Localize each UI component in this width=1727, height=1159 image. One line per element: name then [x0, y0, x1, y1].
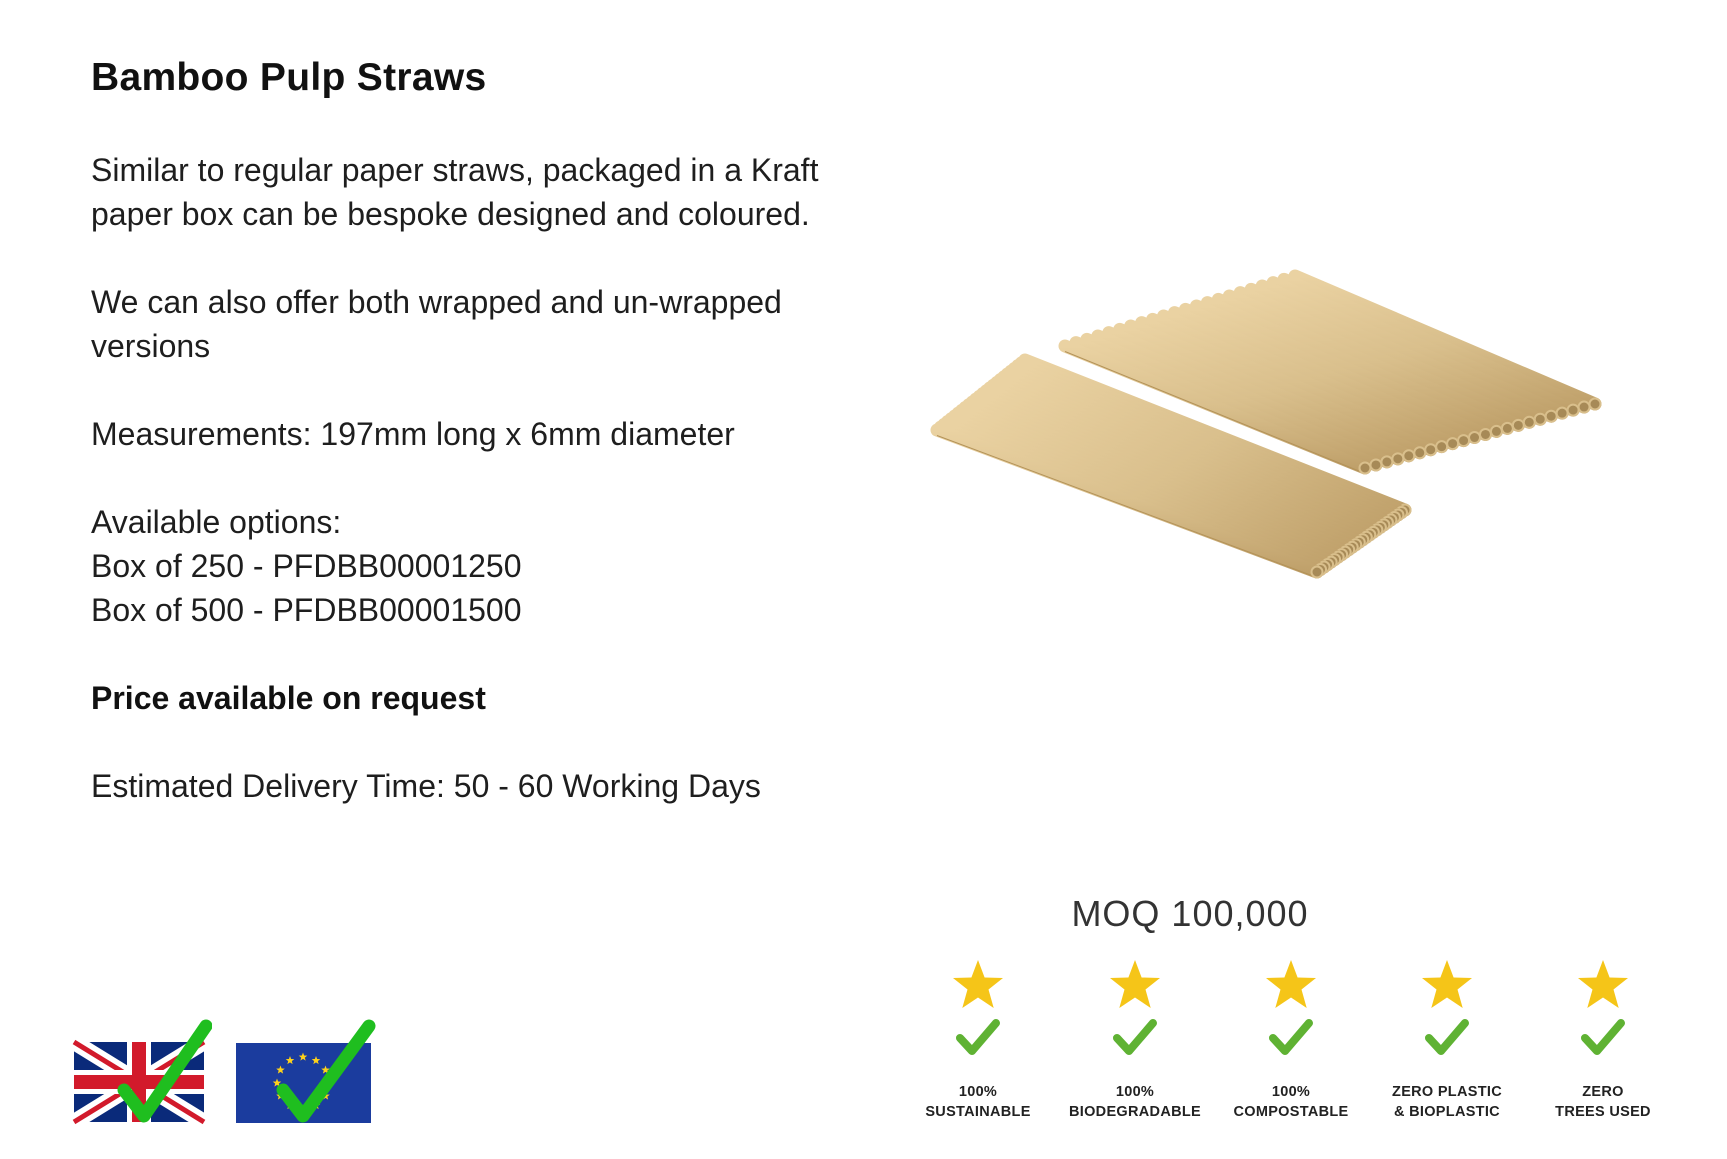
badge-label-line: 100%	[1271, 1084, 1311, 1100]
eco-badges	[908, 958, 1651, 1138]
badge-compostable	[1221, 958, 1361, 1122]
badge-label-line: 100%	[1115, 1084, 1155, 1100]
price-note: Price available on request	[91, 680, 486, 716]
description-paragraph	[91, 148, 921, 236]
badge-label	[1065, 1082, 1205, 1122]
delivery-time: Estimated Delivery Time: 50 - 60 Working Days	[91, 768, 761, 804]
wrap-options-paragraph	[91, 280, 921, 368]
measurements-text: Measurements: 197mm long x 6mm diameter	[91, 416, 735, 452]
badge-label-line: ZERO	[1582, 1084, 1624, 1100]
star-icon	[950, 958, 1006, 1012]
badge-label-line: & BIOPLASTIC	[1394, 1104, 1500, 1120]
offer-line: versions	[91, 328, 211, 364]
badge-label	[1377, 1082, 1517, 1122]
star-icon	[1107, 958, 1163, 1012]
options-heading: Available options:	[91, 504, 342, 540]
checkmark-icon	[956, 1018, 1000, 1056]
badge-label	[1533, 1082, 1673, 1122]
badge-label-line: COMPOSTABLE	[1233, 1104, 1349, 1120]
option-item: Box of 250 - PFDBB00001250	[91, 548, 522, 584]
badge-label-line: SUSTAINABLE	[925, 1104, 1031, 1120]
offer-line: We can also offer both wrapped and un-wrapped	[91, 284, 782, 320]
options-paragraph	[91, 500, 921, 632]
badge-label-line: 100%	[958, 1084, 998, 1100]
star-icon	[1419, 958, 1475, 1012]
star-icon	[1575, 958, 1631, 1012]
badge-label-line: TREES USED	[1555, 1104, 1651, 1120]
badge-biodegradable	[1065, 958, 1205, 1122]
option-item: Box of 500 - PFDBB00001500	[91, 592, 522, 628]
product-description	[91, 148, 921, 808]
badge-zero-trees	[1533, 958, 1673, 1122]
checkmark-icon	[1269, 1018, 1313, 1056]
checkmark-icon	[1581, 1018, 1625, 1056]
checkmark-icon	[1425, 1018, 1469, 1056]
badge-label-line: BIODEGRADABLE	[1069, 1104, 1201, 1120]
star-icon	[1263, 958, 1319, 1012]
bamboo-straws-image	[925, 260, 1645, 670]
eu-flag-approved	[233, 1018, 378, 1130]
badge-sustainable	[908, 958, 1048, 1122]
uk-flag-approved	[72, 1018, 212, 1130]
page-title: Bamboo Pulp Straws	[91, 56, 487, 99]
badge-label	[908, 1082, 1048, 1122]
moq-label: MOQ 100,000	[1071, 893, 1309, 934]
description-line: paper box can be bespoke designed and coloured.	[91, 196, 810, 232]
description-line: Similar to regular paper straws, packaged in a Kraft	[91, 152, 819, 188]
badge-zero-plastic	[1377, 958, 1517, 1122]
badge-label-line: ZERO PLASTIC	[1392, 1084, 1502, 1100]
checkmark-icon	[1113, 1018, 1157, 1056]
badge-label	[1221, 1082, 1361, 1122]
